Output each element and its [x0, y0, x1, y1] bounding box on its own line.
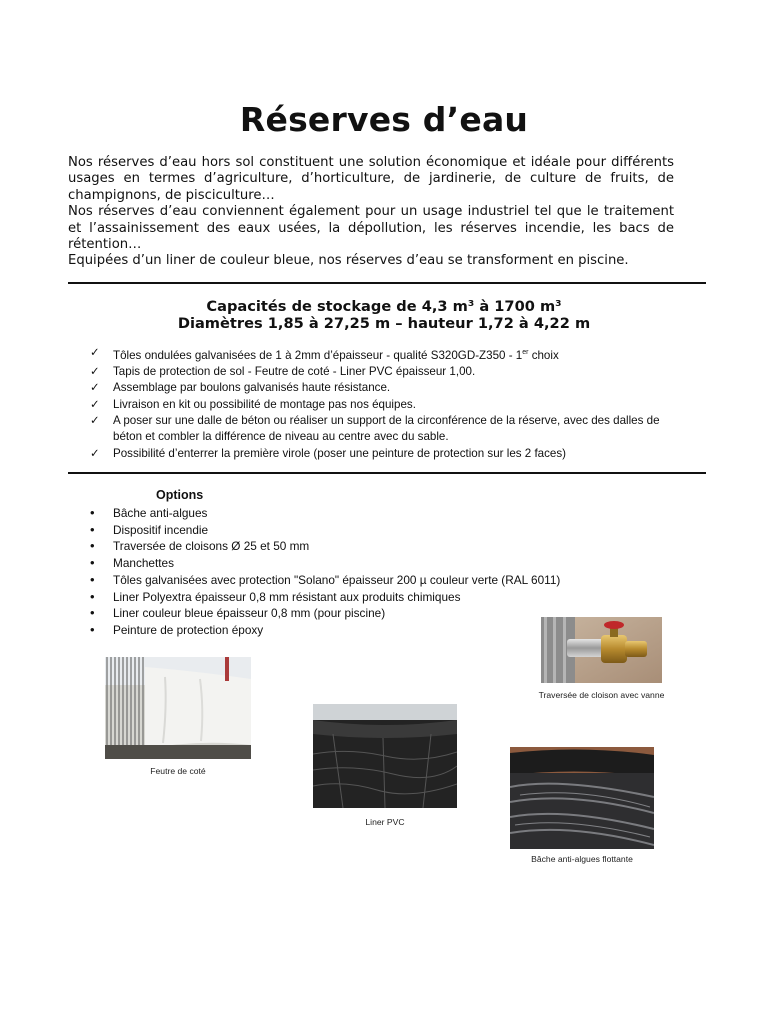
- bullet-icon: •: [90, 621, 95, 637]
- check-icon: ✓: [90, 381, 100, 395]
- feature-item: ✓ A poser sur une dalle de béton ou réaliser un support de la circonférence de la réserve, avec des dalles de béton et combler la différence de niveau au centre avec du sable.: [90, 414, 660, 444]
- bullet-icon: •: [90, 588, 95, 604]
- liner-caption: Liner PVC: [365, 817, 405, 827]
- divider: [68, 472, 706, 474]
- options-title: Options: [156, 488, 204, 502]
- bullet-icon: •: [90, 538, 95, 554]
- bullet-icon: •: [90, 521, 95, 537]
- check-icon: ✓: [90, 397, 100, 411]
- option-item: • Peinture de protection époxy: [90, 621, 264, 637]
- option-item: • Dispositif incendie: [90, 521, 209, 537]
- page-title: Réserves d’eau: [239, 100, 529, 139]
- divider: [68, 282, 706, 284]
- intro-paragraph: Equipées d’un liner de couleur bleue, nos réserves d’eau se transforment en piscine.: [68, 253, 629, 269]
- check-icon: ✓: [90, 446, 100, 460]
- option-item: • Tôles galvanisées avec protection "Solano" épaisseur 200 µ couleur verte (RAL 6011): [90, 571, 561, 587]
- felt-photo: [105, 657, 251, 759]
- check-icon: ✓: [90, 346, 100, 359]
- diameter-line: Diamètres 1,85 à 27,25 m – hauteur 1,72 à 4,22 m: [177, 315, 591, 332]
- bullet-icon: •: [90, 571, 95, 587]
- feature-item: ✓ Tôles ondulées galvanisées de 1 à 2mm d’épaisseur - qualité S320GD-Z350 - 1er choix: [90, 346, 559, 362]
- felt-caption: Feutre de coté: [150, 766, 206, 776]
- option-item: • Bâche anti-algues: [90, 505, 208, 520]
- tarp-caption: Bâche anti-algues flottante: [531, 854, 633, 864]
- bullet-icon: •: [90, 555, 95, 571]
- intro-paragraph: Nos réserves d’eau conviennent également pour un usage industriel tel que le traitement et l’assainissement des eaux usées, la dépollution, les réserves incendie, les bacs de rétention…: [68, 204, 674, 253]
- felt-image: [105, 657, 251, 759]
- valve-image: [541, 617, 662, 683]
- bullet-icon: •: [90, 505, 95, 520]
- valve-caption: Traversée de cloison avec vanne: [538, 690, 665, 700]
- option-item: • Manchettes: [90, 555, 174, 571]
- capacity-line: Capacités de stockage de 4,3 m³ à 1700 m³: [206, 298, 562, 315]
- feature-item: ✓ Assemblage par boulons galvanisés haute résistance.: [90, 380, 690, 396]
- tarp-image: [510, 747, 654, 849]
- feature-item: ✓ Possibilité d’enterrer la première virole (poser une peinture de protection sur les 2 faces): [90, 446, 690, 462]
- option-item: • Traversée de cloisons Ø 25 et 50 mm: [90, 538, 310, 554]
- feature-list: [90, 345, 690, 462]
- check-icon: ✓: [90, 365, 100, 379]
- check-icon: ✓: [90, 414, 100, 428]
- option-item: • Liner Polyextra épaisseur 0,8 mm résistant aux produits chimiques: [90, 588, 461, 604]
- feature-item: ✓ Livraison en kit ou possibilité de montage pas nos équipes.: [90, 397, 690, 413]
- bullet-icon: •: [90, 605, 95, 621]
- valve-photo: [541, 617, 662, 683]
- liner-image: [313, 704, 457, 808]
- liner-photo: [313, 704, 457, 808]
- tarp-photo: [510, 747, 654, 849]
- intro-paragraph: Nos réserves d’eau hors sol constituent une solution économique et idéale pour différents usages en termes d’agriculture, d’horticulture, de jardinerie, de culture de fruits, de champignons, de pisciculture…: [68, 155, 674, 203]
- feature-item: ✓ Tapis de protection de sol - Feutre de coté - Liner PVC épaisseur 1,00.: [90, 364, 690, 380]
- intro-text: [68, 155, 674, 270]
- option-item: • Liner couleur bleue épaisseur 0,8 mm (pour piscine): [90, 605, 386, 621]
